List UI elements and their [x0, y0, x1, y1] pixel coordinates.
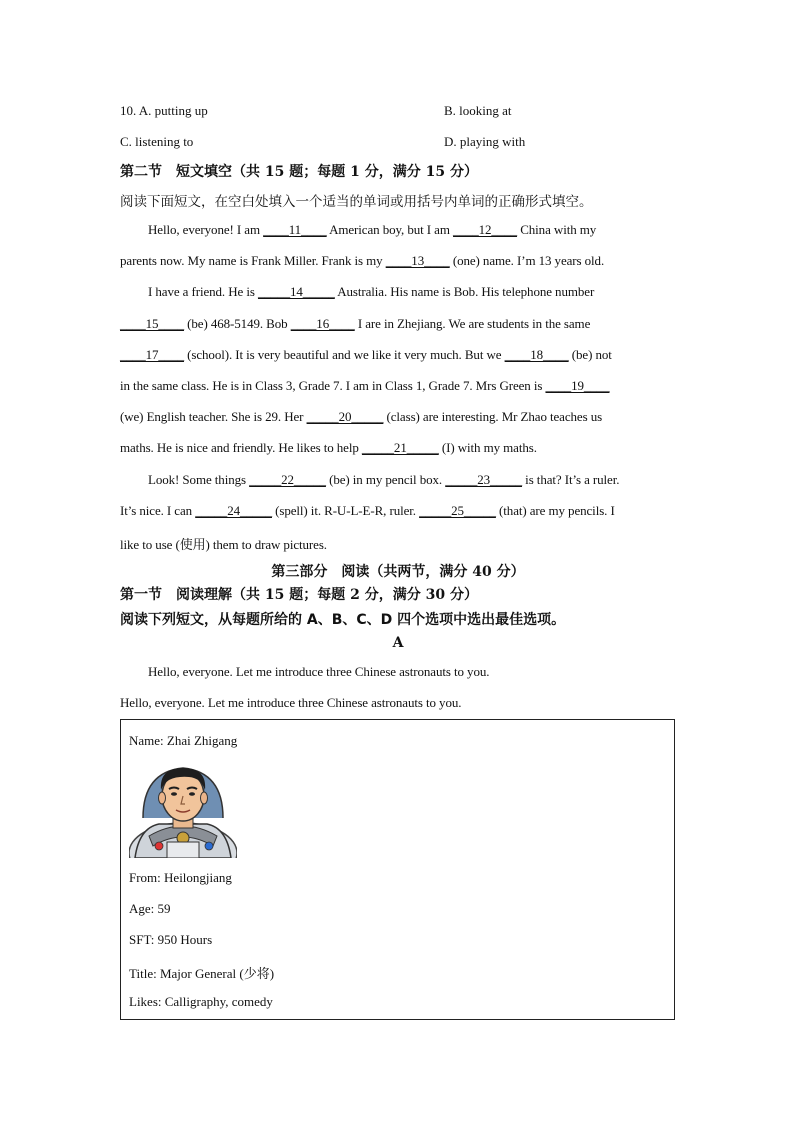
cloze-text: (be) 468-5149. Bob: [184, 316, 291, 331]
card-age: Age: 59: [129, 901, 171, 916]
cloze-blank: _____22_____: [249, 472, 326, 487]
cloze-blank: ____17____: [120, 347, 185, 362]
cloze-text: Australia. His name is Bob. His telephone number: [334, 284, 595, 299]
cloze-text: (spell) it. R-U-L-E-R, ruler.: [272, 503, 420, 518]
astronaut-portrait-icon: [129, 758, 237, 858]
cloze-line: [120, 503, 680, 519]
cloze-text: maths. He is nice and friendly. He likes to help: [120, 440, 362, 455]
card-from: From: Heilongjiang: [129, 870, 232, 885]
cloze-blank: ____13____: [385, 253, 450, 268]
cloze-text: (school). It is very beautiful and we like it very much. But we: [184, 347, 505, 362]
part3-instruction: 阅读下列短文，从每题所给的 A、B、C、D 四个选项中选出最佳选项。: [120, 612, 566, 628]
cloze-blank: _____21_____: [361, 440, 439, 455]
cloze-text: (class) are interesting. Mr Zhao teaches us: [383, 409, 603, 424]
cloze-text: is that? It’s a ruler.: [522, 472, 620, 487]
card-title: Title: Major General (少将): [129, 966, 275, 981]
passage-intro-indented: Hello, everyone. Let me introduce three Chinese astronauts to you.: [148, 664, 490, 679]
cloze-blank: ____12____: [453, 222, 518, 237]
card-likes: Likes: Calligraphy, comedy: [129, 994, 273, 1009]
cloze-line: [120, 378, 680, 394]
cloze-text: parents now. My name is Frank Miller. Frank is my: [120, 253, 386, 268]
passage-label: A: [392, 635, 404, 651]
cloze-text: (be) in my pencil box.: [325, 472, 446, 487]
part3-section1-title: 第一节 阅读理解（共 15 题；每题 2 分，满分 30 分）: [120, 587, 478, 603]
cloze-blank: _____23_____: [445, 472, 523, 487]
passage-intro: Hello, everyone. Let me introduce three Chinese astronauts to you.: [120, 695, 462, 710]
card-name: Name: Zhai Zhigang: [129, 733, 238, 748]
cloze-text: in the same class. He is in Class 3, Grade 7. I am in Class 1, Grade 7. Mrs Green is: [120, 378, 546, 393]
cloze-text: (be) not: [568, 347, 612, 362]
cloze-text: (one) name. I’m 13 years old.: [449, 253, 605, 268]
cloze-blank: ____19____: [545, 378, 610, 393]
q10-options-row-2: [120, 134, 680, 152]
cloze-line: [120, 409, 680, 425]
q10-options-row-1: [120, 103, 680, 121]
cloze-blank: _____25_____: [419, 503, 496, 518]
cloze-text: (we) English teacher. She is 29. Her: [120, 409, 307, 424]
cloze-text: (that) are my pencils. I: [495, 503, 615, 518]
cloze-line: [120, 534, 680, 553]
cloze-line: [120, 253, 680, 269]
cloze-text: I are in Zhejiang. We are students in the same: [354, 316, 591, 331]
cloze-text: Look! Some things: [148, 472, 250, 487]
cloze-line: [148, 284, 680, 300]
cloze-text: Hello, everyone! I am: [148, 222, 264, 237]
cloze-blank: _____20_____: [306, 409, 384, 424]
section2-instruction: 阅读下面短文，在空白处填入一个适当的单词或用括号内单词的正确形式填空。: [120, 194, 593, 210]
q10-option-d: D. playing with: [444, 134, 526, 149]
cloze-blank: _____24_____: [195, 503, 272, 518]
cloze-line: [120, 316, 680, 332]
q10-option-a: 10. A. putting up: [120, 103, 208, 118]
part3-title: 第三部分 阅读（共两节，满分 40 分）: [271, 564, 525, 580]
card-sft: SFT: 950 Hours: [129, 932, 213, 947]
cloze-line: [148, 472, 680, 488]
cloze-line: [120, 440, 680, 456]
astronaut-card: [120, 719, 675, 1020]
cloze-text: China with my: [517, 222, 597, 237]
q10-option-c: C. listening to: [120, 134, 194, 149]
cloze-blank: ____18____: [504, 347, 569, 362]
cloze-text: like to use (使用) them to draw pictures.: [120, 537, 327, 552]
section2-title: 第二节 短文填空（共 15 题；每题 1 分，满分 15 分）: [120, 164, 478, 180]
cloze-blank: _____14_____: [257, 284, 335, 299]
cloze-text: It’s nice. I can: [120, 503, 196, 518]
cloze-blank: ____15____: [120, 316, 185, 331]
q10-option-b: B. looking at: [444, 103, 512, 118]
cloze-blank: ____11____: [263, 222, 327, 237]
cloze-blank: ____16____: [290, 316, 355, 331]
cloze-text: American boy, but I am: [326, 222, 454, 237]
cloze-line: [148, 222, 680, 238]
cloze-text: I have a friend. He is: [148, 284, 258, 299]
cloze-text: (I) with my maths.: [438, 440, 537, 455]
cloze-line: [120, 347, 680, 363]
